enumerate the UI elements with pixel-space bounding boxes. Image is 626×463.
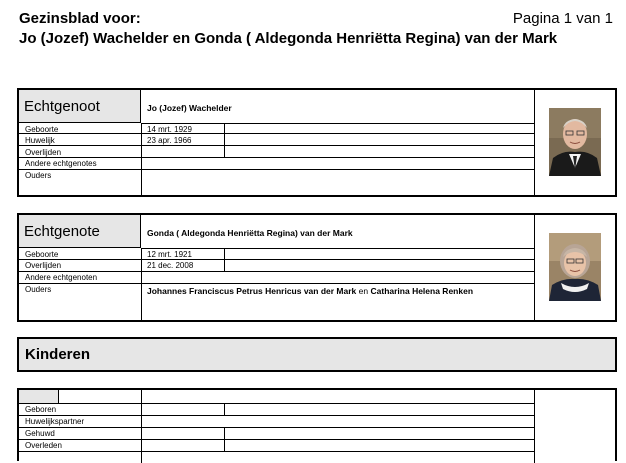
wife-photo [549, 233, 601, 301]
wife-label-parents: Ouders [25, 285, 52, 294]
children-heading: Kinderen [17, 337, 617, 372]
page-indicator [513, 10, 613, 27]
wife-name: Gonda ( Aldegonda Henriëtta Regina) van der Mark [147, 228, 353, 238]
page-total: 1 [604, 10, 613, 27]
child-label-partner: Huwelijkspartner [25, 417, 85, 426]
child-label-died: Overleden [25, 441, 62, 450]
page-of: van [576, 10, 601, 27]
husband-label-marriage: Huwelijk [25, 136, 55, 145]
page-number: 1 [563, 10, 573, 27]
husband-value-birth: 14 mrt. 1929 [147, 125, 192, 134]
husband-name: Jo (Jozef) Wachelder [147, 103, 232, 113]
wife-label-death: Overlijden [25, 261, 62, 270]
page-label: Pagina [512, 10, 560, 27]
wife-label-other-spouses: Andere echtgenoten [25, 273, 98, 282]
wife-parent-mother: Catharina Helena Renken [370, 286, 474, 296]
couple-title: Jo (Jozef) Wachelder en Gonda ( Aldegonda Henriëtta Regina) van der Mark [19, 30, 558, 47]
wife-label-birth: Geboorte [25, 250, 59, 259]
wife-parents [147, 285, 517, 297]
husband-box [17, 88, 617, 197]
wife-heading: Echtgenote [19, 215, 141, 248]
husband-label-death: Overlijden [25, 148, 62, 157]
child-label-married: Gehuwd [25, 429, 55, 438]
wife-parent-father: Johannes Franciscus Petrus Henricus van der Mark [147, 286, 357, 296]
child-label-born: Geboren [25, 405, 57, 414]
child-number-cell [19, 390, 59, 404]
children-box [17, 388, 617, 461]
husband-value-marriage: 23 apr. 1966 [147, 136, 192, 145]
husband-label-birth: Geboorte [25, 125, 59, 134]
husband-label-other-spouses: Andere echtgenotes [25, 159, 97, 168]
wife-value-birth: 12 mrt. 1921 [147, 250, 192, 259]
husband-photo [549, 108, 601, 176]
sheet-title: Gezinsblad voor: [19, 10, 141, 27]
husband-label-parents: Ouders [25, 171, 52, 180]
husband-heading: Echtgenoot [19, 90, 141, 123]
wife-box [17, 213, 617, 322]
wife-parents-conjunction: en [358, 286, 369, 296]
wife-value-death: 21 dec. 2008 [147, 261, 194, 270]
